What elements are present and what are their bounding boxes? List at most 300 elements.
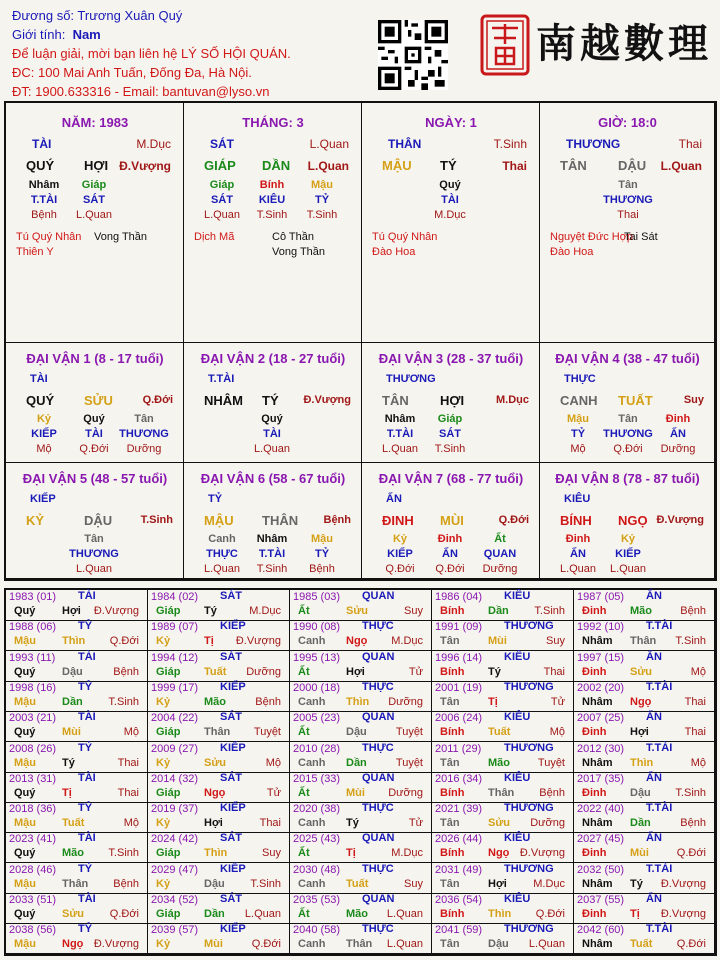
year-chi: Tị xyxy=(204,635,214,647)
year-cell[interactable] xyxy=(148,923,290,954)
hidden-status: T.Sinh xyxy=(256,563,288,575)
year-chi: Tuất xyxy=(488,726,511,738)
year-chi: Sửu xyxy=(488,817,511,829)
year-status: Dưỡng xyxy=(530,817,565,829)
dai-van-thap-than: THỰC xyxy=(564,373,596,385)
year-cell[interactable] xyxy=(290,711,432,742)
year-cell[interactable] xyxy=(290,620,432,651)
year-label: 2031 (49) xyxy=(435,864,483,876)
year-cell[interactable] xyxy=(432,802,574,833)
pillar-can: MẬU xyxy=(382,158,412,173)
year-cell[interactable] xyxy=(148,772,290,803)
hidden-can: Tân xyxy=(618,179,638,191)
hidden-thap-than: QUAN xyxy=(483,548,517,560)
hidden-status: T.Sinh xyxy=(256,209,288,221)
pillar-2[interactable] xyxy=(184,103,362,343)
year-thap-than: ẤN xyxy=(646,832,662,844)
year-label: 2011 (29) xyxy=(435,743,482,755)
year-label: 2042 (60) xyxy=(577,924,625,936)
year-status: M.Dục xyxy=(391,635,423,647)
year-cell[interactable] xyxy=(6,651,148,682)
year-cell[interactable] xyxy=(148,742,290,773)
hidden-can: Kỷ xyxy=(36,413,52,425)
year-cell[interactable] xyxy=(574,711,715,742)
year-thap-than: THỰC xyxy=(362,863,394,875)
year-cell[interactable] xyxy=(432,742,574,773)
year-label: 2012 (30) xyxy=(577,743,625,755)
year-status: Q.Đới xyxy=(109,908,139,920)
year-label: 2027 (45) xyxy=(577,833,625,845)
year-cell[interactable] xyxy=(574,742,715,773)
year-label: 1983 (01) xyxy=(9,591,57,603)
year-chi: Hợi xyxy=(346,666,365,678)
hidden-can: Nhâm xyxy=(28,179,60,191)
dai-van-3[interactable] xyxy=(362,343,540,463)
pillar-4[interactable] xyxy=(540,103,715,343)
dai-van-thap-than: ẤN xyxy=(386,493,402,505)
tu-tru-chart xyxy=(4,101,717,581)
dai-van-2[interactable] xyxy=(184,343,362,463)
year-cell[interactable] xyxy=(574,651,715,682)
hidden-thap-than: T.TÀI xyxy=(30,194,58,206)
owner-name: Đương số: Trương Xuân Quý xyxy=(12,8,183,23)
year-cell[interactable] xyxy=(148,651,290,682)
contact-line: Để luận giải, mời bạn liên hệ LÝ SỐ HỘI QUÁN. xyxy=(12,46,291,61)
hidden-thap-than: THƯƠNG xyxy=(69,548,119,560)
year-cell[interactable] xyxy=(148,681,290,712)
year-cell[interactable] xyxy=(432,863,574,894)
year-thap-than: T.TÀI xyxy=(646,802,673,814)
year-cell[interactable] xyxy=(290,863,432,894)
year-label: 2026 (44) xyxy=(435,833,483,845)
dai-van-8[interactable] xyxy=(540,463,715,579)
hidden-can: Đinh xyxy=(437,533,463,545)
year-label: 1996 (14) xyxy=(435,652,483,664)
dai-van-status: Q.Đới xyxy=(498,514,529,526)
year-cell[interactable] xyxy=(6,863,148,894)
hidden-status: T.Sinh xyxy=(434,443,466,455)
year-can: Ất xyxy=(298,726,310,738)
year-status: Q.Đới xyxy=(676,938,706,950)
year-cell[interactable] xyxy=(432,923,574,954)
year-cell[interactable] xyxy=(290,923,432,954)
year-cell[interactable] xyxy=(148,590,290,621)
year-status: T.Sinh xyxy=(675,787,706,799)
year-status: T.Sinh xyxy=(250,878,281,890)
year-cell[interactable] xyxy=(290,893,432,924)
star-left: Đào Hoa xyxy=(372,246,416,258)
year-can: Mậu xyxy=(14,817,36,829)
gender-line xyxy=(12,25,291,44)
hidden-thap-than: SÁT xyxy=(83,194,105,206)
year-thap-than: TỶ xyxy=(78,620,93,632)
pillar-1[interactable] xyxy=(6,103,184,343)
year-thap-than: THƯƠNG xyxy=(504,742,554,754)
year-status: M.Dục xyxy=(391,847,423,859)
hidden-thap-than: ẤN xyxy=(570,548,586,560)
year-status: Q.Đới xyxy=(676,847,706,859)
year-label: 2022 (40) xyxy=(577,803,625,815)
year-can: Quý xyxy=(14,847,36,859)
year-cell[interactable] xyxy=(148,711,290,742)
year-cell[interactable] xyxy=(290,651,432,682)
year-cell[interactable] xyxy=(6,893,148,924)
year-can: Quý xyxy=(14,666,36,678)
gender-label: Giới tính: xyxy=(12,27,66,42)
dai-van-status: Suy xyxy=(683,394,704,406)
year-can: Kỷ xyxy=(156,938,171,950)
pillar-can: QUÝ xyxy=(26,158,55,173)
year-label: 2009 (27) xyxy=(151,743,199,755)
year-label: 1995 (13) xyxy=(293,652,341,664)
year-can: Giáp xyxy=(156,726,181,738)
year-thap-than: QUAN xyxy=(362,893,395,905)
year-chi: Hợi xyxy=(630,726,649,738)
year-chi: Thân xyxy=(630,635,657,647)
year-cell[interactable] xyxy=(432,590,574,621)
year-can: Tân xyxy=(440,757,460,769)
year-cell[interactable] xyxy=(574,832,715,863)
year-cell[interactable] xyxy=(290,802,432,833)
phone-email-line[interactable]: ĐT: 1900.633316 - Email: bantuvan@lyso.vn xyxy=(12,84,270,99)
hidden-can: Kỷ xyxy=(392,533,408,545)
year-thap-than: QUAN xyxy=(362,832,395,844)
dai-van-can: NHÂM xyxy=(204,393,243,408)
hidden-thap-than: THỰC xyxy=(206,548,238,560)
year-status: Dưỡng xyxy=(388,696,423,708)
year-cell[interactable] xyxy=(290,590,432,621)
year-thap-than: THỰC xyxy=(362,681,394,693)
year-status: Bệnh xyxy=(680,817,706,829)
pillar-status: T.Sinh xyxy=(493,137,527,151)
year-label: 1994 (12) xyxy=(151,652,199,664)
year-can: Giáp xyxy=(156,847,181,859)
hidden-status: L.Quan xyxy=(559,563,597,575)
year-thap-than: KIẾP xyxy=(220,923,246,935)
year-label: 1988 (06) xyxy=(9,621,57,633)
dai-van-4[interactable] xyxy=(540,343,715,463)
year-cell[interactable] xyxy=(290,832,432,863)
dai-van-thap-than: T.TÀI xyxy=(208,373,235,385)
year-thap-than: TÀI xyxy=(78,590,96,602)
year-cell[interactable] xyxy=(6,681,148,712)
year-chi: Sửu xyxy=(630,666,653,678)
year-cell[interactable] xyxy=(574,863,715,894)
year-can: Tân xyxy=(440,635,460,647)
year-can: Mậu xyxy=(14,878,36,890)
year-status: Đ.Vượng xyxy=(660,908,706,920)
year-can: Ất xyxy=(298,787,310,799)
year-label: 2033 (51) xyxy=(9,894,57,906)
hidden-status: L.Quan xyxy=(253,443,291,455)
year-status: Mộ xyxy=(690,666,706,678)
dai-van-thap-than: THƯƠNG xyxy=(386,373,436,385)
pillar-thap-than: SÁT xyxy=(210,137,234,151)
year-chi: Tý xyxy=(62,757,75,769)
year-status: Đ.Vượng xyxy=(519,847,565,859)
year-status: Bệnh xyxy=(113,666,139,678)
dai-van-thap-than: TÀI xyxy=(30,373,48,385)
hidden-status: L.Quan xyxy=(75,563,113,575)
pillar-title: NGÀY: 1 xyxy=(425,115,477,130)
year-cell[interactable] xyxy=(148,620,290,651)
pillar-thap-than: THÂN xyxy=(388,137,422,151)
year-cell[interactable] xyxy=(6,711,148,742)
hidden-thap-than: TÀI xyxy=(263,428,281,440)
dai-van-status: T.Sinh xyxy=(140,514,173,526)
dai-van-can: KỶ xyxy=(26,513,45,528)
hidden-status: Mộ xyxy=(570,443,586,455)
hidden-status: L.Quan xyxy=(381,443,419,455)
year-cell[interactable] xyxy=(290,742,432,773)
hidden-can: Ất xyxy=(494,533,506,545)
year-cell[interactable] xyxy=(6,742,148,773)
year-cell[interactable] xyxy=(574,590,715,621)
year-can: Đinh xyxy=(582,726,607,738)
pillar-chi: DẬU xyxy=(618,158,647,173)
year-can: Canh xyxy=(298,635,326,647)
year-chi: Mùi xyxy=(630,847,649,859)
year-status: Đ.Vượng xyxy=(93,938,139,950)
year-status: Dưỡng xyxy=(388,787,423,799)
year-can: Giáp xyxy=(156,666,181,678)
year-chi: Mão xyxy=(346,908,368,920)
year-status: Đ.Vượng xyxy=(235,635,281,647)
year-can: Quý xyxy=(14,908,36,920)
year-can: Đinh xyxy=(582,847,607,859)
year-label: 2018 (36) xyxy=(9,803,57,815)
year-status: L.Quan xyxy=(386,938,423,950)
year-thap-than: ẤN xyxy=(646,893,662,905)
year-can: Tân xyxy=(440,696,460,708)
hidden-thap-than: THƯƠNG xyxy=(603,428,653,440)
year-label: 2032 (50) xyxy=(577,864,625,876)
dai-van-can: BÍNH xyxy=(560,513,592,528)
hidden-thap-than: KIẾP xyxy=(31,428,57,440)
year-label: 2030 (48) xyxy=(293,864,341,876)
year-cell[interactable] xyxy=(432,832,574,863)
year-label: 2040 (58) xyxy=(293,924,341,936)
year-label: 2021 (39) xyxy=(435,803,483,815)
year-chi: Ngọ xyxy=(62,938,84,950)
year-status: Thai xyxy=(684,696,706,708)
dai-van-status: M.Dục xyxy=(496,394,529,406)
year-thap-than: ẤN xyxy=(646,590,662,602)
year-cell[interactable] xyxy=(574,620,715,651)
year-can: Bính xyxy=(440,787,465,799)
year-label: 2000 (18) xyxy=(293,682,341,694)
pillar-chi-status: L.Quan xyxy=(660,159,702,173)
year-chi: Thìn xyxy=(630,757,654,769)
year-status: M.Dục xyxy=(533,878,565,890)
hidden-can: Quý xyxy=(83,413,105,425)
hidden-thap-than: SÁT xyxy=(439,428,461,440)
luu-nien-table xyxy=(4,588,717,956)
year-cell[interactable] xyxy=(148,863,290,894)
year-cell[interactable] xyxy=(148,832,290,863)
year-cell[interactable] xyxy=(432,711,574,742)
year-thap-than: QUAN xyxy=(362,711,395,723)
year-status: Thai xyxy=(259,817,281,829)
hidden-thap-than: THƯƠNG xyxy=(119,428,169,440)
year-thap-than: KIẾP xyxy=(220,742,246,754)
dai-van-can: QUÝ xyxy=(26,393,55,408)
year-chi: Hợi xyxy=(488,878,507,890)
pillar-can: GIÁP xyxy=(204,158,236,173)
year-cell[interactable] xyxy=(6,802,148,833)
hidden-status: L.Quan xyxy=(609,563,647,575)
year-status: Tuyệt xyxy=(395,726,423,738)
year-thap-than: THỰC xyxy=(362,620,394,632)
hidden-thap-than: T.TÀI xyxy=(386,428,414,440)
hidden-thap-than: TÀI xyxy=(85,428,103,440)
year-chi: Tý xyxy=(346,817,359,829)
dai-van-status: Đ.Vượng xyxy=(656,514,704,526)
hidden-status: Bệnh xyxy=(309,563,335,575)
star-right: Tai Sát xyxy=(624,231,658,243)
year-cell[interactable] xyxy=(290,772,432,803)
year-chi: Dần xyxy=(62,696,83,708)
year-can: Nhâm xyxy=(582,878,613,890)
hidden-can: Mậu xyxy=(311,179,333,191)
year-label: 2003 (21) xyxy=(9,712,57,724)
year-can: Ất xyxy=(298,605,310,617)
year-cell[interactable] xyxy=(574,772,715,803)
year-cell[interactable] xyxy=(574,681,715,712)
hidden-status: Q.Đới xyxy=(435,563,465,575)
year-status: Q.Đới xyxy=(109,635,139,647)
year-label: 2029 (47) xyxy=(151,864,199,876)
year-status: L.Quan xyxy=(244,908,281,920)
year-can: Mậu xyxy=(14,696,36,708)
year-can: Giáp xyxy=(156,787,181,799)
hidden-can: Kỷ xyxy=(620,533,636,545)
year-chi: Dần xyxy=(488,605,509,617)
year-chi: Tị xyxy=(630,908,640,920)
year-cell[interactable] xyxy=(6,590,148,621)
year-cell[interactable] xyxy=(148,893,290,924)
year-label: 2037 (55) xyxy=(577,894,625,906)
year-thap-than: TÀI xyxy=(78,772,96,784)
hidden-can: Đinh xyxy=(665,413,691,425)
star-left: Đào Hoa xyxy=(550,246,594,258)
year-can: Đinh xyxy=(582,787,607,799)
hidden-thap-than: SÁT xyxy=(211,194,233,206)
year-chi: Dậu xyxy=(630,787,651,799)
qr-code-icon[interactable] xyxy=(378,20,448,90)
year-thap-than: QUAN xyxy=(362,651,395,663)
star-left: Nguyệt Đức Hợp xyxy=(550,231,634,243)
year-status: Đ.Vượng xyxy=(93,605,139,617)
dai-van-5[interactable] xyxy=(6,463,184,579)
year-chi: Mão xyxy=(488,757,510,769)
dai-van-title: ĐẠI VẬN 1 (8 - 17 tuổi) xyxy=(26,351,164,366)
year-chi: Mùi xyxy=(346,787,365,799)
year-label: 1993 (11) xyxy=(9,652,56,664)
year-can: Đinh xyxy=(582,908,607,920)
year-cell[interactable] xyxy=(432,681,574,712)
year-cell[interactable] xyxy=(290,681,432,712)
year-can: Bính xyxy=(440,847,465,859)
dai-van-7[interactable] xyxy=(362,463,540,579)
year-can: Tân xyxy=(440,817,460,829)
year-thap-than: QUAN xyxy=(362,772,395,784)
gender-value: Nam xyxy=(72,27,101,42)
year-status: Q.Đới xyxy=(251,938,281,950)
address-line: ĐC: 100 Mai Anh Tuấn, Đống Đa, Hà Nội. xyxy=(12,65,252,80)
year-status: Thai xyxy=(684,726,706,738)
year-chi: Tuất xyxy=(204,666,227,678)
pillar-3[interactable] xyxy=(362,103,540,343)
year-cell[interactable] xyxy=(432,893,574,924)
year-can: Nhâm xyxy=(582,635,613,647)
hidden-can: Canh xyxy=(208,533,236,545)
year-chi: Mùi xyxy=(488,635,507,647)
pillar-chi: TÝ xyxy=(440,158,457,173)
hidden-can: Tân xyxy=(84,533,104,545)
hidden-can: Tân xyxy=(618,413,638,425)
year-chi: Tị xyxy=(488,696,498,708)
year-status: T.Sinh xyxy=(675,635,706,647)
year-thap-than: KIÊU xyxy=(504,651,531,663)
year-cell[interactable] xyxy=(574,923,715,954)
year-can: Tân xyxy=(440,938,460,950)
year-chi: Dậu xyxy=(488,938,509,950)
year-can: Bính xyxy=(440,666,465,678)
hidden-can: Nhâm xyxy=(384,413,416,425)
star-right: Cô Thần xyxy=(272,231,314,243)
year-status: Dưỡng xyxy=(246,666,281,678)
year-can: Nhâm xyxy=(582,938,613,950)
year-cell[interactable] xyxy=(148,802,290,833)
year-chi: Dần xyxy=(204,908,225,920)
pillar-status: Thai xyxy=(678,137,702,151)
year-can: Ất xyxy=(298,666,310,678)
year-cell[interactable] xyxy=(574,893,715,924)
year-can: Bính xyxy=(440,726,465,738)
year-can: Bính xyxy=(440,908,465,920)
year-cell[interactable] xyxy=(432,620,574,651)
year-cell[interactable] xyxy=(6,620,148,651)
hidden-status: Dưỡng xyxy=(660,443,696,455)
year-cell[interactable] xyxy=(6,923,148,954)
hidden-status: Dưỡng xyxy=(126,443,162,455)
year-thap-than: SÁT xyxy=(220,651,242,663)
year-can: Nhâm xyxy=(582,696,613,708)
year-cell[interactable] xyxy=(6,772,148,803)
year-chi: Dần xyxy=(346,757,367,769)
year-cell[interactable] xyxy=(432,651,574,682)
year-chi: Hợi xyxy=(62,605,81,617)
year-status: L.Quan xyxy=(386,908,423,920)
year-cell[interactable] xyxy=(6,832,148,863)
year-status: Thai xyxy=(543,666,565,678)
year-thap-than: SÁT xyxy=(220,711,242,723)
year-status: L.Quan xyxy=(528,938,565,950)
year-thap-than: KIÊU xyxy=(504,832,531,844)
year-can: Tân xyxy=(440,878,460,890)
year-cell[interactable] xyxy=(432,772,574,803)
pillar-can: TÂN xyxy=(560,158,587,173)
dai-van-1[interactable] xyxy=(6,343,184,463)
year-can: Đinh xyxy=(582,605,607,617)
dai-van-chi: SỬU xyxy=(84,393,113,408)
hidden-thap-than: T.TÀI xyxy=(258,548,286,560)
year-thap-than: TỶ xyxy=(78,742,93,754)
dai-van-6[interactable] xyxy=(184,463,362,579)
year-cell[interactable] xyxy=(574,802,715,833)
hidden-status: Dưỡng xyxy=(482,563,518,575)
